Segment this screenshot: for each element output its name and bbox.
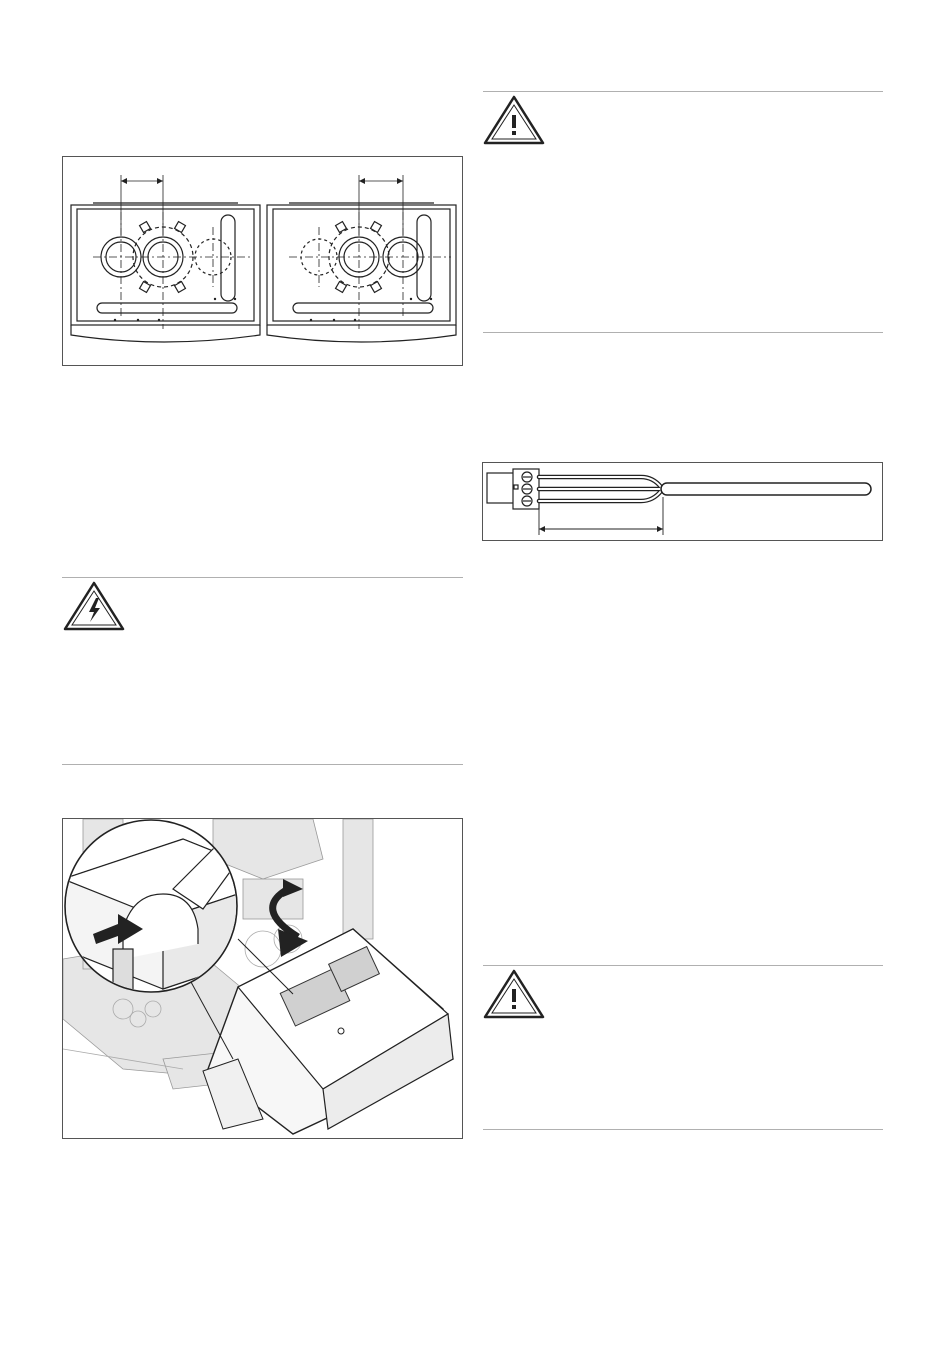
control-box-housing — [203, 929, 453, 1134]
warning-top-rule-right-2 — [483, 965, 883, 966]
left-unit-centrelines — [93, 212, 253, 329]
connector-cable-figure — [482, 462, 883, 541]
flue-position-drawing — [63, 157, 462, 365]
electric-shock-warning-icon — [62, 580, 126, 632]
warning-bottom-rule-right-2 — [483, 1129, 883, 1130]
control-box-figure — [62, 818, 463, 1139]
warning-bottom-rule-left — [62, 764, 463, 765]
connector-cable-drawing — [483, 463, 882, 540]
warning-top-rule-right-1 — [483, 91, 883, 92]
control-box-drawing — [63, 819, 462, 1138]
right-unit-outline — [267, 203, 456, 342]
left-unit-outline — [71, 203, 260, 342]
warning-bottom-rule-right-1 — [483, 332, 883, 333]
flue-position-figure — [62, 156, 463, 366]
exclamation-warning-icon — [482, 968, 546, 1020]
exclamation-warning-icon — [482, 94, 546, 146]
right-unit-centrelines — [289, 212, 451, 329]
warning-top-rule-left — [62, 577, 463, 578]
